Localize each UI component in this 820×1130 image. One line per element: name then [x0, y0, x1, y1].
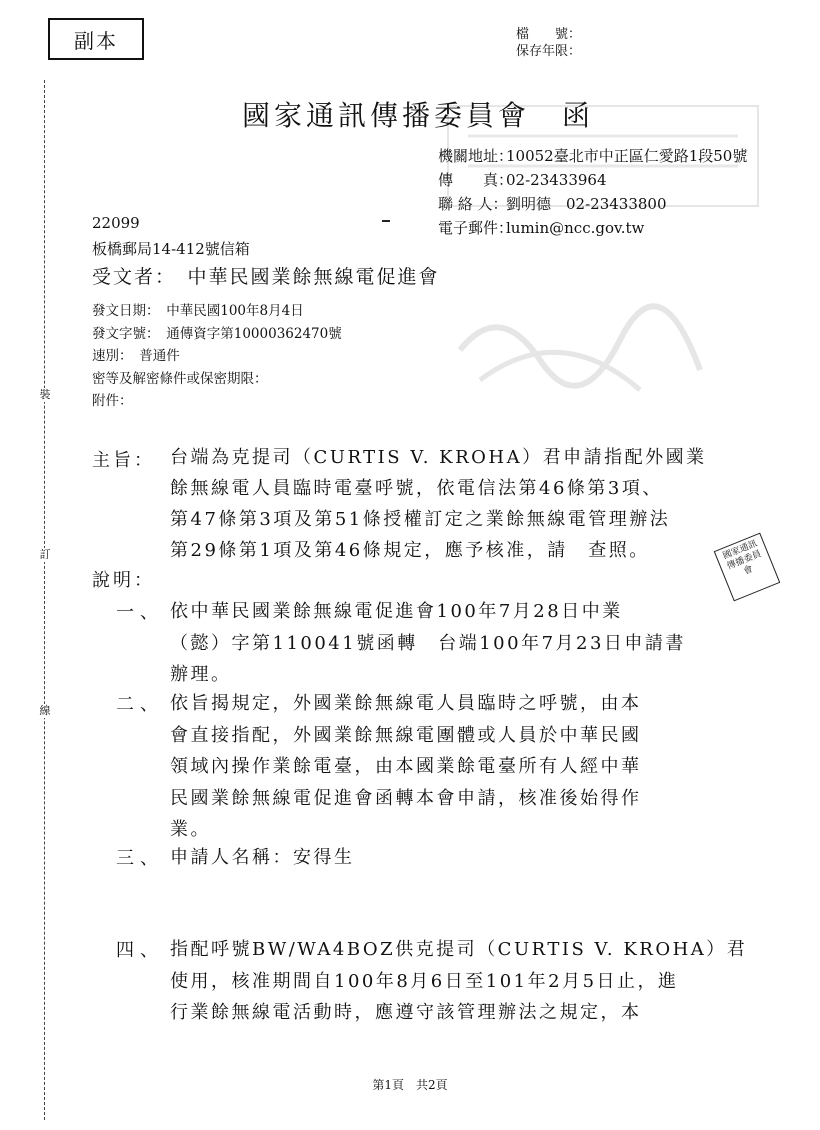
- explanation-item: [170, 688, 642, 846]
- subject-line: 第47條第3項及第51條授權訂定之業餘無線電管理辦法: [170, 509, 671, 530]
- address-value: 10052臺北市中正區仁愛路1段50號: [506, 147, 748, 165]
- explanation-item: [170, 842, 355, 874]
- bleed-through-signature: [420, 290, 750, 410]
- item-line: 申請人名稱：安得生: [170, 847, 355, 868]
- page-number: 第1頁 共2頁: [372, 1078, 448, 1092]
- item-line: 辦理。: [170, 664, 232, 685]
- item-line: 依中華民國業餘無線電促進會100年7月28日中業: [170, 601, 623, 622]
- dispatch-number: 發文字號： 通傳資字第10000362470號: [92, 325, 342, 342]
- recipient: 受文者： 中華民國業餘無線電促進會: [92, 266, 440, 288]
- item-line: 領域內操作業餘電臺，由本國業餘電臺所有人經中華: [170, 756, 642, 777]
- postal-code: 22099: [92, 214, 140, 232]
- fax-value: 02-23433964: [506, 171, 607, 189]
- item-number: 三、: [116, 848, 164, 869]
- binding-mark-xian: 線: [37, 704, 53, 718]
- item-line: （懿）字第110041號函轉 台端100年7月23日申請書: [170, 632, 686, 654]
- item-number: 一、: [116, 602, 164, 623]
- item-line: 指配呼號BW/WA4BOZ供克提司（CURTIS V. KROHA）君: [170, 939, 748, 960]
- retention-period: 保存年限：: [516, 44, 582, 59]
- contact-value: 劉明德 02-23433800: [506, 195, 667, 213]
- email-value: lumin@ncc.gov.tw: [506, 219, 645, 237]
- item-line: 使用，核准期間自100年8月6日至101年2月5日止，進: [170, 970, 679, 992]
- fax-key: 傳 真：: [438, 171, 514, 189]
- item-line: 民國業餘無線電促進會函轉本會申請，核准後始得作: [170, 787, 642, 809]
- dispatch-info: [92, 300, 342, 413]
- binding-mark-zhuang: 裝: [37, 388, 53, 402]
- email-key: 電子郵件：: [438, 219, 514, 237]
- item-line: 依旨揭規定，外國業餘無線電人員臨時之呼號，由本: [170, 693, 642, 714]
- divider-dash: [382, 220, 390, 222]
- binding-mark-ding: 訂: [37, 548, 53, 562]
- attachment: 附件：: [92, 393, 133, 409]
- receipt-stamp: 國家通訊傳播委員會: [714, 533, 781, 602]
- document-title: 國家通訊傳播委員會 函: [242, 99, 595, 132]
- postal-block: [92, 212, 250, 260]
- subject-label: 主旨：: [92, 450, 155, 471]
- contact-key: 聯 絡 人：: [438, 195, 508, 213]
- item-line: 行業餘無線電活動時，應遵守該管理辦法之規定，本: [170, 1002, 642, 1023]
- dispatch-date: 發文日期： 中華民國100年8月4日: [92, 303, 304, 319]
- speed-class: 速別： 普通件: [92, 348, 180, 364]
- file-number: 檔 號：: [516, 27, 582, 42]
- sender-info: [438, 144, 747, 240]
- subject-line: 餘無線電人員臨時電臺呼號，依電信法第46條第3項、: [170, 478, 663, 499]
- mailbox: 板橋郵局14-412號信箱: [92, 240, 250, 258]
- explanation-item: [170, 934, 747, 1029]
- explanation-item: [170, 596, 686, 691]
- item-number: 四、: [116, 940, 164, 961]
- secrecy-level: 密等及解密條件或保密期限：: [92, 370, 268, 387]
- item-number: 二、: [116, 694, 164, 715]
- binding-line: [44, 80, 45, 1120]
- item-line: 會直接指配，外國業餘無線電團體或人員於中華民國: [170, 724, 642, 746]
- subject-line: 第29條第1項及第46條規定，應予核准，請 查照。: [170, 540, 650, 561]
- subject-text: [170, 442, 707, 566]
- item-line: 業。: [170, 819, 211, 840]
- explanation-label: 說明：: [92, 570, 155, 591]
- subject-line: 台端為克提司（CURTIS V. KROHA）君申請指配外國業: [170, 447, 707, 468]
- copy-label: 副本: [48, 18, 144, 60]
- address-key: 機關地址：: [438, 147, 514, 165]
